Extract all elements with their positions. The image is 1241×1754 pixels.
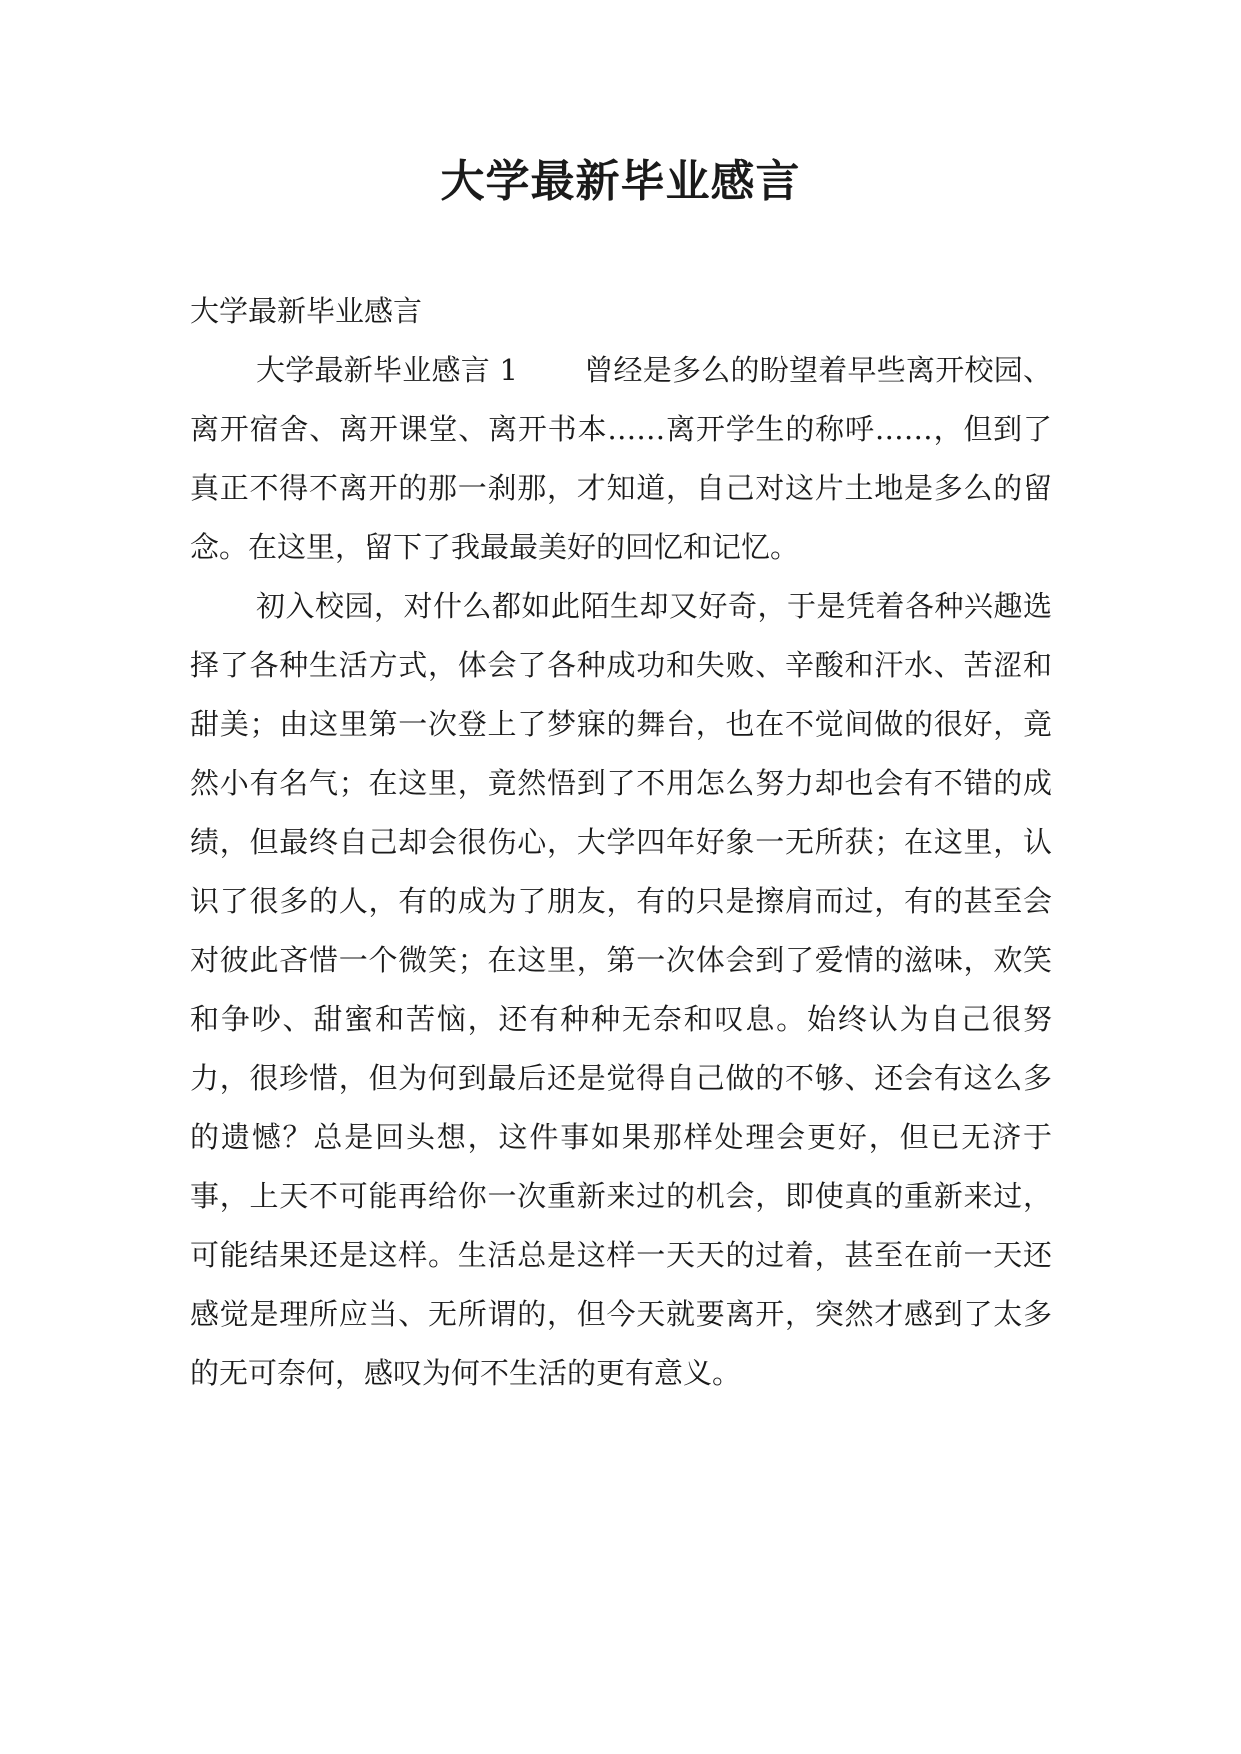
paragraph-1 (190, 341, 1052, 577)
paragraph-1-text: 曾经是多么的盼望着早些离开校园、离开宿舍、离开课堂、离开书本……离开学生的称呼……，但到了真正不得不离开的那一刹那，才知道，自己对这片土地是多么的留念。在这里，留下了我最最美好的回忆和记忆。 (190, 353, 1052, 564)
paragraph-2: 初入校园，对什么都如此陌生却又好奇，于是凭着各种兴趣选择了各种生活方式，体会了各种成功和失败、辛酸和汗水、苦涩和甜美；由这里第一次登上了梦寐的舞台，也在不觉间做的很好，竟然小有名气；在这里，竟然悟到了不用怎么努力却也会有不错的成绩，但最终自己却会很伤心，大学四年好象一无所获；在这里，认识了很多的人，有的成为了朋友，有的只是擦肩而过，有的甚至会对彼此吝惜一个微笑；在这里，第一次体会到了爱情的滋味，欢笑和争吵、甜蜜和苦恼，还有种种无奈和叹息。始终认为自己很努力，很珍惜，但为何到最后还是觉得自己做的不够、还会有这么多的遗憾？总是回头想，这件事如果那样处理会更好，但已无济于事，上天不可能再给你一次重新来过的机会，即使真的重新来过，可能结果还是这样。生活总是这样一天天的过着，甚至在前一天还感觉是理所应当、无所谓的，但今天就要离开，突然才感到了太多的无可奈何，感叹为何不生活的更有意义。 (190, 589, 1052, 1390)
document-subtitle: 大学最新毕业感言 (190, 294, 423, 328)
document-body (190, 282, 1052, 1403)
document-title: 大学最新毕业感言 (440, 156, 801, 207)
section-heading: 大学最新毕业感言 1 (256, 353, 518, 387)
